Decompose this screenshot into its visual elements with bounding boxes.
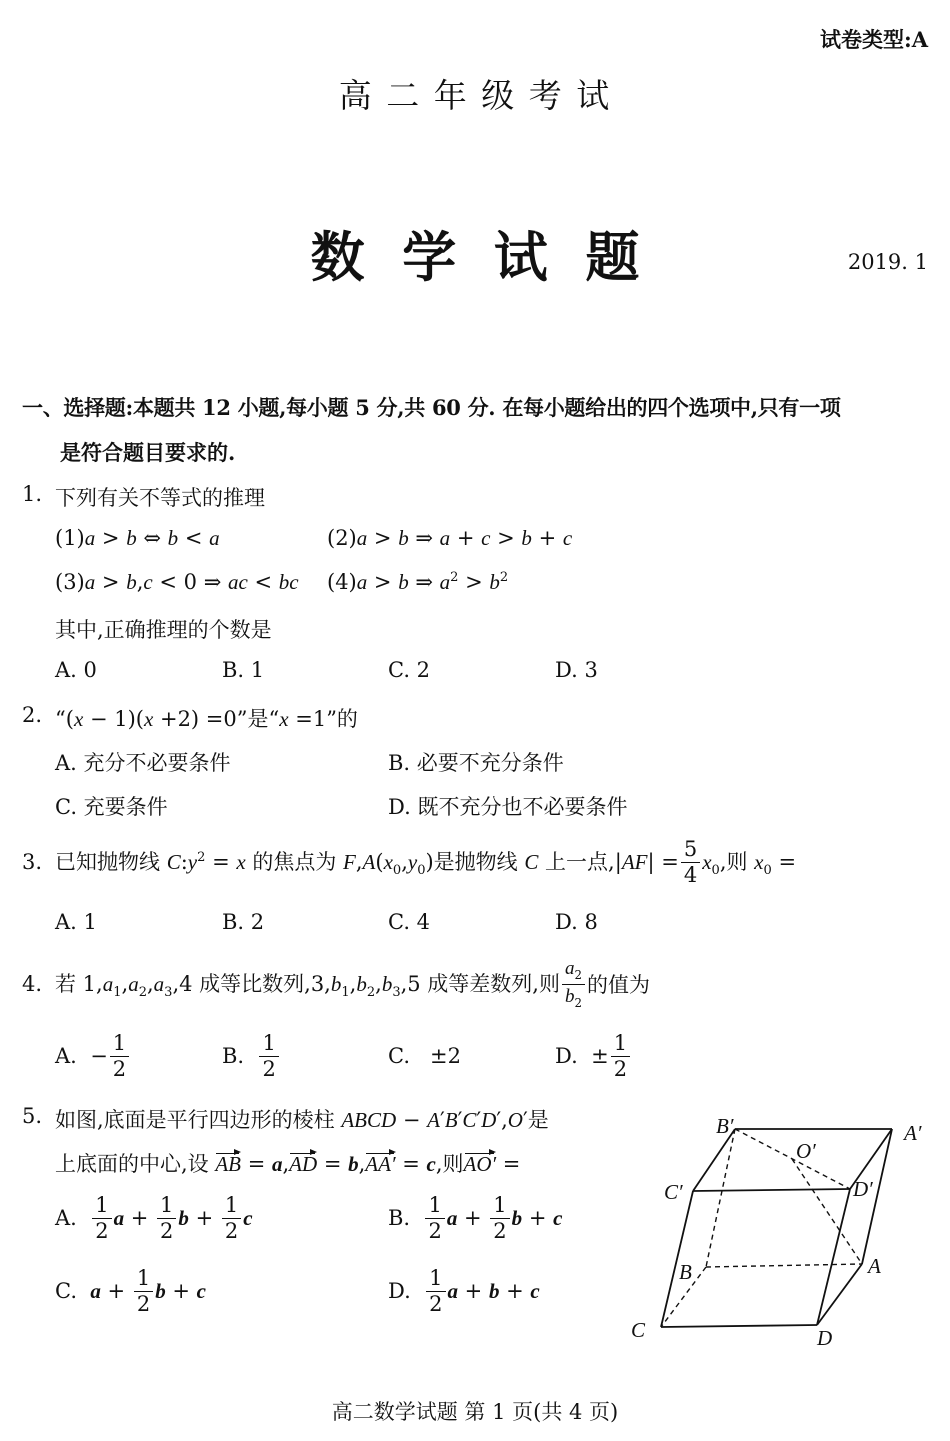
- q1-number: 1.: [22, 482, 43, 506]
- edge-d1-c1: [693, 1189, 850, 1191]
- q3-number: 3.: [22, 850, 43, 874]
- hidden-segment-o1-a: [792, 1159, 862, 1264]
- q3-option-b: B. 2: [222, 910, 265, 934]
- q3-option-c: C. 4: [388, 910, 431, 934]
- q2-option-d: D. 既不充分也不必要条件: [388, 795, 628, 819]
- q5-option-b: B. $\frac{1}{2}$ a + $\frac{1}{2}$ b + c: [388, 1192, 563, 1243]
- label-b1: B′: [716, 1114, 734, 1138]
- label-b: B: [679, 1260, 692, 1284]
- q4-option-c: C. ±2: [388, 1044, 461, 1068]
- q5-option-d: D. $\frac{1}{2}$ a + b + c: [388, 1265, 540, 1316]
- label-o1: O′: [796, 1139, 816, 1163]
- q5-number: 5.: [22, 1104, 43, 1128]
- q1-stem: 下列有关不等式的推理: [55, 486, 265, 510]
- q2-number: 2.: [22, 703, 43, 727]
- exam-date: 2019. 1: [847, 250, 928, 274]
- q2-option-c: C. 充要条件: [55, 795, 168, 819]
- q5-stem-line1: 如图,底面是平行四边形的棱柱 ABCD − A′B′C′D′,O′是: [55, 1108, 549, 1132]
- q4-stem: 若 $1,a_1,a_2,a_3,4$ 成等比数列$,3,b_1,b_2,b_3,5$ 成等差数列,则 $\frac{a_2}{b_2}$ 的值为: [55, 957, 650, 1010]
- label-a1: A′: [904, 1121, 922, 1145]
- page-footer: 高二数学试题 第 1 页(共 4 页): [331, 1400, 619, 1424]
- q2-stem: “(x − 1)(x +2) =0”是“x =1”的: [55, 707, 358, 731]
- label-a: A: [868, 1254, 881, 1278]
- q4-option-d: D. ± $\frac{1}{2}$: [555, 1030, 632, 1082]
- q3-stem: 已知抛物线 $C:y^2 = x$ 的焦点为 $F,A(x_0,y_0)$是抛物线 C 上一点,|AF| = $\frac{5}{4}$ $x_0$,则 $x_0$ =: [55, 836, 797, 887]
- q1-option-b: B. 1: [222, 658, 265, 682]
- q4-option-a: A. − $\frac{1}{2}$: [55, 1030, 131, 1082]
- label-d1: D′: [853, 1177, 873, 1201]
- q4-fraction-a2-b2: $\frac{a_2}{b_2}$: [562, 959, 585, 1009]
- q2-option-b: B. 必要不充分条件: [388, 751, 564, 775]
- paper-type: 试卷类型:A: [819, 27, 928, 52]
- q1-statement-2: (2)a > b ⇒ a + c > b + c: [327, 526, 573, 550]
- q3-option-d: D. 8: [555, 910, 598, 934]
- q3-option-a: A. 1: [55, 910, 97, 934]
- q1-option-a: A. 0: [55, 658, 97, 682]
- label-c1: C′: [664, 1180, 683, 1204]
- q3-fraction-5-4: $\frac{5}{4}$: [681, 839, 700, 886]
- q1-statement-4: (4)a > b ⇒ $a^2 > b^2$: [327, 570, 509, 594]
- q4-option-b: B. $\frac{1}{2}$: [222, 1030, 281, 1082]
- hidden-edge-b-a: [706, 1264, 862, 1267]
- label-d: D: [817, 1326, 833, 1350]
- subject-title: 数 学 试 题: [310, 225, 640, 289]
- q4-number: 4.: [22, 972, 43, 996]
- edge-d1-d: [817, 1189, 850, 1325]
- q1-statement-3: (3)a > b,c < 0 ⇒ ac < bc: [55, 570, 299, 594]
- section-heading-cont: 是符合题目要求的.: [60, 440, 236, 465]
- edge-c-d: [661, 1325, 817, 1327]
- q1-statement-1: (1)a > b ⇔ b < a: [55, 526, 220, 550]
- prism-figure: [620, 1105, 940, 1350]
- section-heading: 一、选择题:本题共 12 小题,每小题 5 分,共 60 分. 在每小题给出的四个选项中,只有一项: [22, 395, 841, 420]
- label-c: C: [631, 1318, 646, 1342]
- q5-stem-line2: 上底面的中心,设 AB = a,AD = b,AA′ = c,则AO′ =: [55, 1152, 521, 1176]
- q1-option-d: D. 3: [555, 658, 598, 682]
- q1-option-c: C. 2: [388, 658, 431, 682]
- q5-option-a: A. $\frac{1}{2}$ a + $\frac{1}{2}$ b + $\frac{1}{2}$ c: [55, 1192, 253, 1243]
- exam-title: 高 二 年 级 考 试: [338, 76, 612, 115]
- q5-option-c: C. a + $\frac{1}{2}$ b + c: [55, 1265, 206, 1316]
- q2-option-a: A. 充分不必要条件: [55, 751, 231, 775]
- q1-ask: 其中,正确推理的个数是: [55, 618, 272, 642]
